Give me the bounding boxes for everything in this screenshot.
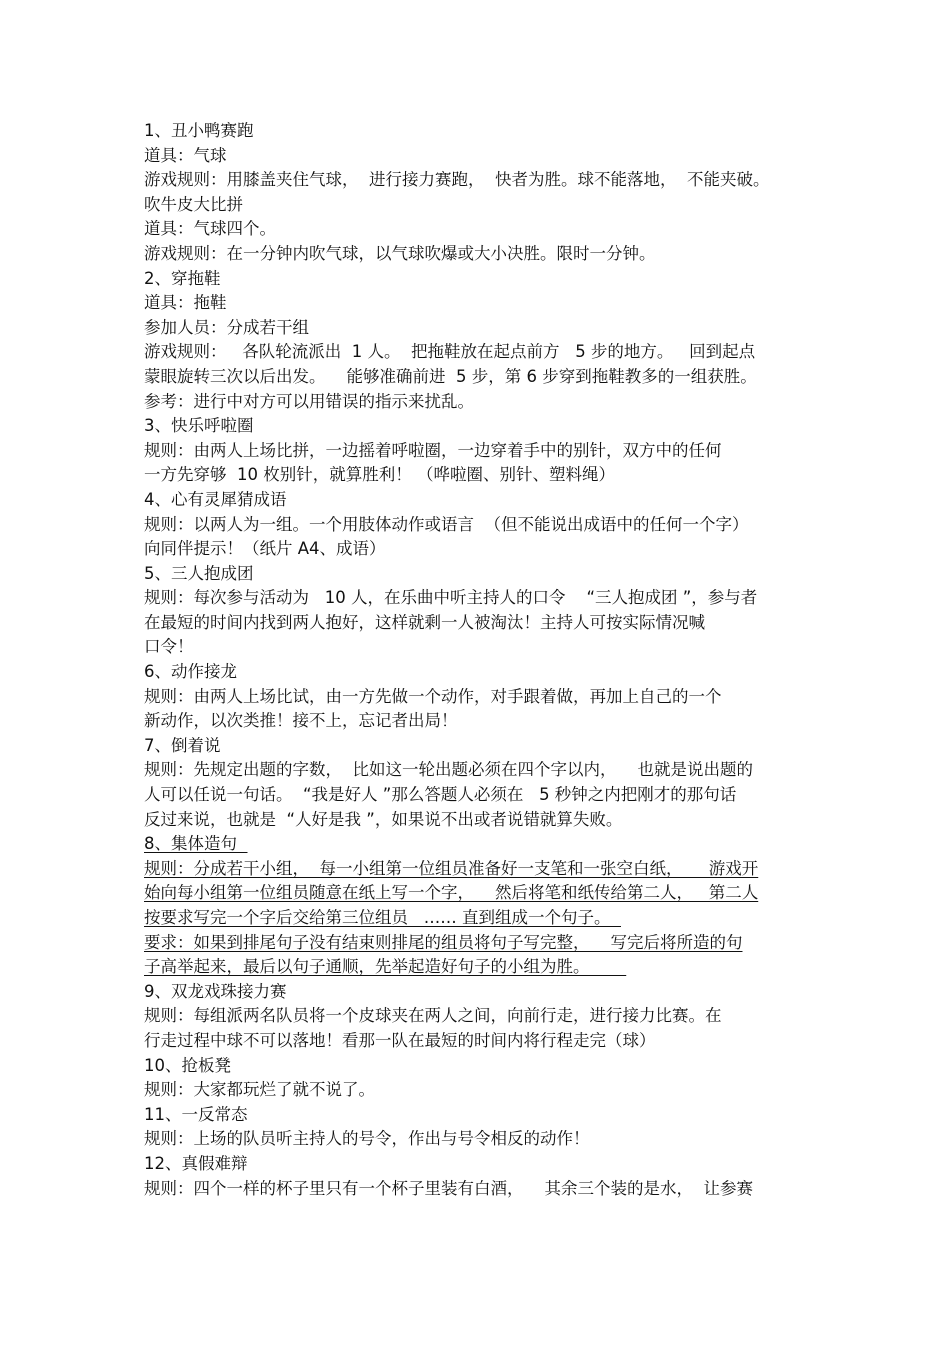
text-line: 道具：气球四个。 bbox=[144, 219, 276, 239]
text-line-underlined: 按要求写完一个字后交给第三位组员 …… 直到组成一个句子。 bbox=[144, 908, 621, 927]
text-line-underlined: 始向每小组第一位组员随意在纸上写一个字， 然后将笔和纸传给第二人， 第二人 bbox=[144, 883, 759, 903]
section-heading: 5、三人抱成团 bbox=[144, 563, 254, 583]
text-line: 道具：气球 bbox=[144, 145, 227, 165]
text-line: 规则：先规定出题的字数， 比如这一轮出题必须在四个字以内， 也就是说出题的 bbox=[144, 760, 753, 780]
text-line: 行走过程中球不可以落地！看那一队在最短的时间内将行程走完（球） bbox=[144, 1030, 656, 1050]
text-line: 人可以任说一句话。 “我是好人 ”那么答题人必须在 5 秒钟之内把刚才的那句话 bbox=[144, 785, 737, 805]
section-heading: 9、双龙戏珠接力赛 bbox=[144, 981, 287, 1001]
text-line-underlined: 规则：分成若干小组， 每一小组第一位组员准备好一支笔和一张空白纸， 游戏开 bbox=[144, 858, 759, 878]
text-line: 规则：四个一样的杯子里只有一个杯子里装有白酒， 其余三个装的是水， 让参赛 bbox=[144, 1178, 753, 1198]
text-line: 游戏规则：在一分钟内吹气球，以气球吹爆或大小决胜。限时一分钟。 bbox=[144, 243, 656, 263]
section-heading: 10、抢板凳 bbox=[144, 1055, 231, 1075]
text-line: 规则：每次参与活动为 10 人，在乐曲中听主持人的口令 “三人抱成团 ”，参与者 bbox=[144, 588, 758, 608]
text-line: 规则：上场的队员听主持人的号令，作出与号令相反的动作！ bbox=[144, 1129, 590, 1149]
text-line: 在最短的时间内找到两人抱好，这样就剩一人被淘汰！主持人可按实际情况喊 bbox=[144, 612, 705, 632]
text-line: 游戏规则： 各队轮流派出 1 人。 把拖鞋放在起点前方 5 步的地方。 回到起点 bbox=[144, 342, 756, 362]
text-line: 口令！ bbox=[144, 637, 194, 657]
text-line: 道具：拖鞋 bbox=[144, 293, 227, 313]
section-heading: 1、丑小鸭赛跑 bbox=[144, 121, 254, 140]
section-heading: 吹牛皮大比拼 bbox=[144, 194, 243, 214]
text-line: 向同伴提示！（纸片 A4、成语） bbox=[144, 539, 386, 559]
text-line: 一方先穿够 10 枚别针，就算胜利！ （哗啦圈、别针、塑料绳） bbox=[144, 465, 615, 485]
document-body bbox=[144, 119, 809, 1201]
section-heading: 3、快乐呼啦圈 bbox=[144, 416, 254, 436]
section-heading: 7、倒着说 bbox=[144, 735, 221, 755]
text-line: 规则：以两人为一组。一个用肢体动作或语言 （但不能说出成语中的任何一个字） bbox=[144, 514, 749, 534]
text-line: 规则：由两人上场比拼，一边摇着呼啦圈，一边穿着手中的别针，双方中的任何 bbox=[144, 440, 722, 460]
section-heading-underlined: 8、集体造句 bbox=[144, 834, 248, 854]
text-line: 规则：每组派两名队员将一个皮球夹在两人之间，向前行走，进行接力比赛。在 bbox=[144, 1006, 722, 1026]
text-line: 反过来说，也就是 “人好是我 ”，如果说不出或者说错就算失败。 bbox=[144, 809, 623, 829]
text-line: 参考：进行中对方可以用错误的指示来扰乱。 bbox=[144, 391, 474, 411]
text-line-underlined: 子高举起来，最后以句子通顺，先举起造好句子的小组为胜。 bbox=[144, 957, 627, 977]
text-line-underlined: 要求：如果到排尾句子没有结束则排尾的组员将句子写完整， 写完后将所造的句 bbox=[144, 932, 743, 952]
text-line: 参加人员：分成若干组 bbox=[144, 317, 309, 337]
text-line: 游戏规则：用膝盖夹住气球， 进行接力赛跑， 快者为胜。球不能落地， 不能夹破。 bbox=[144, 170, 770, 190]
text-line: 蒙眼旋转三次以后出发。 能够准确前进 5 步，第 6 步穿到拖鞋教多的一组获胜。 bbox=[144, 366, 757, 386]
section-heading: 4、心有灵犀猜成语 bbox=[144, 489, 287, 509]
text-line: 规则：大家都玩烂了就不说了。 bbox=[144, 1080, 375, 1100]
section-heading: 11、一反常态 bbox=[144, 1104, 248, 1124]
section-heading: 6、动作接龙 bbox=[144, 662, 237, 682]
text-line: 规则：由两人上场比试，由一方先做一个动作，对手跟着做，再加上自己的一个 bbox=[144, 686, 722, 706]
section-heading: 12、真假难辩 bbox=[144, 1153, 248, 1173]
text-line: 新动作，以次类推！接不上，忘记者出局！ bbox=[144, 711, 458, 731]
section-heading: 2、穿拖鞋 bbox=[144, 268, 221, 288]
